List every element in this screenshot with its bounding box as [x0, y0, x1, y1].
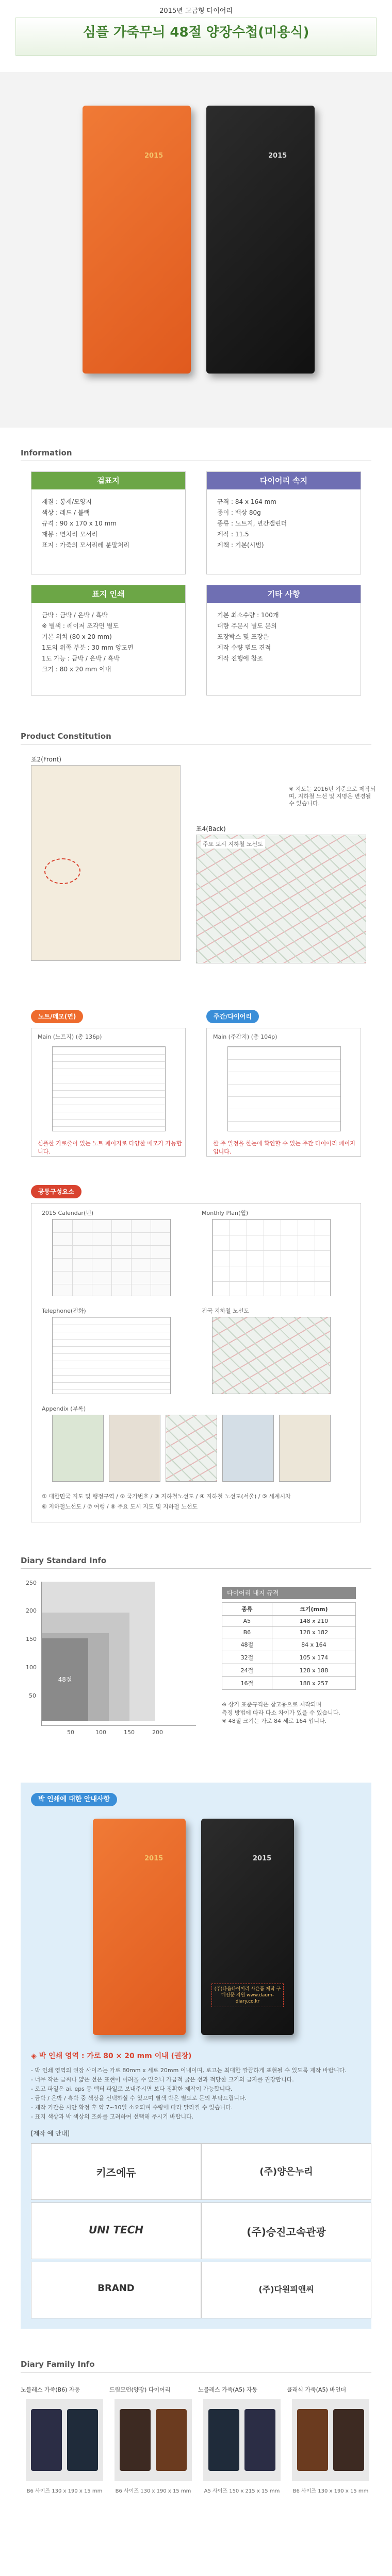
telephone-image — [52, 1317, 171, 1394]
list-item: 포장박스 및 포장은 — [217, 633, 269, 640]
table-cell: 48절 — [222, 1638, 272, 1651]
logo-text: (주)양은누리 — [259, 2166, 313, 2177]
table-header: 종류 — [222, 1603, 272, 1616]
family-item-name: 드림모던(양장) 다이어리 — [109, 2386, 171, 2393]
print-guide-section — [21, 1783, 371, 2329]
x-tick: 200 — [152, 1729, 163, 1736]
diary-cover-left — [297, 2409, 328, 2471]
print-orange-cover — [93, 1819, 186, 2035]
orange-cover — [83, 106, 191, 374]
family-item-size: B6 사이즈 130 x 190 x 15 mm — [292, 2488, 369, 2494]
family-item-photo — [203, 2399, 281, 2481]
family-item[interactable] — [198, 2385, 286, 2504]
back-endpaper-map — [196, 835, 366, 963]
hero-product-photo — [0, 72, 392, 428]
print-black-cover — [201, 1819, 294, 2035]
appendix-image-1 — [52, 1415, 104, 1482]
map-inset-label: 주요 도시 지하철 노선도 — [201, 839, 265, 849]
y-tick: 50 — [29, 1692, 36, 1699]
print-info-title: 표지 인쇄 — [31, 585, 185, 603]
logo-text: (주)승진고속관광 — [247, 2226, 326, 2238]
list-item: 1도 가능 : 금박 / 은박 / 흑박 — [42, 655, 120, 662]
list-item: 기본 최소수량 : 100개 — [217, 612, 279, 619]
size-note-1: ※ 상기 표준규격은 참고용으로 제작되며 — [222, 1701, 322, 1708]
table-cell: B6 — [222, 1627, 272, 1638]
appendix-image-5 — [279, 1415, 331, 1482]
diary-cover-right — [333, 2409, 364, 2471]
common-item-telephone: Telephone(전화) — [42, 1308, 86, 1314]
diary-cover-left — [208, 2409, 239, 2471]
list-item: 제책 : 기본(시범) — [217, 541, 264, 549]
list-item: ※ 별색 : 레이저 조각면 별도 — [42, 622, 119, 630]
guide-line: - 제작 기간은 시안 확정 후 약 7~10일 소요되며 수량에 따라 달라질 수 있습니다. — [31, 2104, 233, 2111]
list-item: 재봉 : 면처리 모서리 — [42, 531, 98, 538]
list-item: 규격 : 84 x 164 mm — [217, 498, 276, 505]
back-label: 표4(Back) — [196, 825, 226, 833]
print-orange-year: 2015 — [144, 1855, 164, 1862]
logo-example-6 — [201, 2262, 371, 2318]
cover-info-title: 겉표지 — [31, 472, 185, 489]
list-item: 대량 주문시 별도 문의 — [217, 622, 277, 630]
x-tick: 100 — [95, 1729, 106, 1736]
logo-example-3 — [31, 2202, 201, 2259]
family-item-name: 노블레스 가죽(A5) 자동 — [198, 2386, 258, 2393]
table-row — [222, 1638, 356, 1651]
table-row — [222, 1664, 356, 1677]
weekly-panel-label: Main (주간지) (총 104p) — [213, 1033, 277, 1040]
list-item: 규격 : 90 x 170 x 10 mm — [42, 520, 117, 527]
guide-line: - 금박 / 은박 / 흑박 중 색상을 선택하실 수 있으며 별색 박은 별도로 문의 부탁드립니다. — [31, 2095, 247, 2102]
common-item-calendar: 2015 Calendar(년) — [42, 1210, 94, 1216]
list-item: 재질 : 봉제/모양지 — [42, 498, 92, 505]
y-tick: 100 — [26, 1664, 37, 1671]
family-item-photo — [115, 2399, 192, 2481]
common-components-panel — [31, 1203, 361, 1522]
family-item-photo — [26, 2399, 103, 2481]
note-spread-image — [52, 1046, 166, 1131]
table-cell: 105 x 174 — [272, 1651, 355, 1664]
map-note: ※ 지도는 2016년 기준으로 제작되며, 지하철 노선 및 지명은 변경될 수 있습니다. — [289, 786, 376, 807]
list-item: 기본 위치 (80 x 20 mm) — [42, 633, 112, 640]
list-item: 금박 : 금박 / 은박 / 흑박 — [42, 612, 108, 619]
note-panel-label: Main (노트지) (총 136p) — [38, 1033, 102, 1040]
black-cover — [206, 106, 315, 374]
guide-line: - 박 인쇄 영역의 권장 사이즈는 가로 80mm x 세로 20mm 이내이며, 로고는 최대한 깔끔하게 표현될 수 있도록 제작 바랍니다. — [31, 2067, 347, 2074]
etc-info-box — [206, 585, 361, 696]
weekly-spread-image — [227, 1046, 341, 1131]
table-cell: 128 x 182 — [272, 1627, 355, 1638]
list-item: 색상 : 레드 / 블랙 — [42, 509, 90, 516]
family-heading: Diary Family Info — [21, 2360, 371, 2372]
print-info-list — [31, 603, 185, 682]
family-item-name: 클래식 가죽(A5) 바인더 — [287, 2386, 347, 2393]
table-cell: 84 x 164 — [272, 1638, 355, 1651]
table-row — [222, 1651, 356, 1664]
example-label: [제작 예 안내] — [31, 2130, 70, 2137]
logo-text: BRAND — [97, 2283, 135, 2294]
logo-text: 키즈에듀 — [96, 2166, 136, 2179]
diary-cover-left — [31, 2409, 62, 2471]
family-item-photo — [292, 2399, 369, 2481]
weekly-panel — [206, 1028, 361, 1157]
calendar-image — [52, 1219, 171, 1296]
family-item-name: 노블레스 가죽(B6) 자동 — [21, 2386, 80, 2393]
appendix-line-1: ① 대한민국 지도 및 행정구역 / ② 국가번호 / ③ 지하철노선도 / ④ 지하철 노선도(서울) / ⑤ 세계시차 — [42, 1493, 291, 1500]
list-item: 크기 : 80 x 20 mm 이내 — [42, 666, 111, 673]
appendix-image-3 — [166, 1415, 217, 1482]
cover-info-box — [31, 471, 186, 574]
print-guide-badge: 박 인쇄에 대한 안내사항 — [31, 1793, 117, 1806]
etc-info-title: 기타 사항 — [207, 585, 361, 603]
inner-info-title: 다이어리 속지 — [207, 472, 361, 489]
x-tick: 150 — [124, 1729, 135, 1736]
list-item: 종류 : 노트지, 년간캘린더 — [217, 520, 287, 527]
common-tag: 공통구성요소 — [31, 1185, 81, 1198]
common-item-appendix: Appendix (부록) — [42, 1405, 86, 1412]
appendix-image-4 — [222, 1415, 274, 1482]
front-endpaper-image — [31, 765, 181, 961]
list-item: 제작 : 11.5 — [217, 531, 249, 538]
size-table-title: 다이어리 내지 규격 — [222, 1587, 356, 1599]
diary-cover-right — [244, 2409, 275, 2471]
appendix-line-2: ⑥ 지하철노선도 / ⑦ 여행 / ⑧ 주요 도시 지도 및 지하철 노선도 — [42, 1503, 198, 1510]
table-row — [222, 1627, 356, 1638]
information-heading: Information — [21, 448, 371, 461]
logo-example-2 — [201, 2143, 371, 2200]
family-item[interactable] — [287, 2385, 374, 2504]
constitution-heading: Product Constitution — [21, 732, 371, 744]
page-title: 심플 가죽무늬 48절 양장수첩(미용식) — [83, 25, 309, 40]
family-item-size: B6 사이즈 130 x 190 x 15 mm — [115, 2488, 191, 2494]
appendix-image-2 — [109, 1415, 160, 1482]
y-tick: 250 — [26, 1580, 37, 1586]
monthly-image — [212, 1219, 331, 1296]
size-note-3: ※ 48절 크기는 가로 84 세로 164 입니다. — [222, 1718, 327, 1724]
note-panel — [31, 1028, 186, 1157]
foil-size-line: ◈ 박 인쇄 영역 : 가로 80 × 20 mm 이내 (권장) — [31, 2052, 192, 2060]
black-cover-year: 2015 — [268, 152, 287, 160]
list-item: 제작 진행에 참조 — [217, 655, 263, 662]
size-rect-48: 48절 — [42, 1638, 88, 1721]
list-item: 표지 : 가죽의 모서리레 분말처리 — [42, 541, 129, 549]
table-cell: 16절 — [222, 1677, 272, 1690]
orange-cover-year: 2015 — [144, 152, 164, 160]
diary-cover-right — [67, 2409, 98, 2471]
size-comparison-diagram — [41, 1582, 196, 1726]
logo-example-4 — [201, 2202, 371, 2259]
guide-line: - 로고 파일은 ai, eps 등 벡터 파일로 보내주시면 보다 정확한 제작이 가능합니다. — [31, 2086, 233, 2092]
family-item-size: A5 사이즈 150 x 215 x 15 mm — [204, 2488, 280, 2494]
y-tick: 150 — [26, 1636, 37, 1642]
list-item: 제작 수량 별도 견적 — [217, 644, 271, 651]
logo-example-1 — [31, 2143, 201, 2200]
common-item-monthly: Monthly Plan(월) — [202, 1210, 249, 1216]
table-cell: A5 — [222, 1616, 272, 1627]
list-item: 종이 : 백상 80g — [217, 509, 261, 516]
logo-text: UNI TECH — [88, 2224, 144, 2236]
weekly-caption: 한 주 일정을 한눈에 확인할 수 있는 주간 다이어리 페이지입니다. — [213, 1140, 355, 1155]
family-item[interactable] — [21, 2385, 108, 2504]
size-note-2: 측정 방법에 따라 다소 차이가 있을 수 있습니다. — [222, 1709, 340, 1716]
table-cell: 128 x 188 — [272, 1664, 355, 1677]
print-info-box — [31, 585, 186, 696]
inner-info-box — [206, 471, 361, 574]
table-header: 크기(mm) — [272, 1603, 355, 1616]
table-header-row — [222, 1603, 356, 1616]
logo-example-5 — [31, 2262, 201, 2318]
table-row — [222, 1616, 356, 1627]
diary-cover-left — [120, 2409, 151, 2471]
etc-info-list — [207, 603, 361, 671]
y-tick: 200 — [26, 1607, 37, 1614]
weekly-tag: 주간/다이어리 — [206, 1010, 259, 1023]
x-tick: 50 — [67, 1729, 74, 1736]
subway-image — [212, 1317, 331, 1394]
common-item-subway: 전국 지하철 노선도 — [202, 1308, 250, 1314]
inner-info-list — [207, 489, 361, 558]
guide-line: - 너무 작은 글씨나 얇은 선은 표현이 어려울 수 있으니 가급적 굵은 선과 적당한 크기의 글자를 권장합니다. — [31, 2076, 294, 2083]
family-item-size: B6 사이즈 130 x 190 x 15 mm — [26, 2488, 103, 2494]
diary-size-heading: Diary Standard Info — [21, 1556, 371, 1569]
table-cell: 188 x 257 — [272, 1677, 355, 1690]
table-cell: 32절 — [222, 1651, 272, 1664]
table-cell: 148 x 210 — [272, 1616, 355, 1627]
list-item: 1도의 위쪽 부분 : 30 mm 양도면 — [42, 644, 134, 651]
logo-text: (주)다원피앤씨 — [258, 2284, 314, 2294]
diary-cover-right — [156, 2409, 187, 2471]
cover-info-list — [31, 489, 185, 558]
print-black-year: 2015 — [253, 1855, 272, 1862]
highlight-circle — [44, 858, 80, 884]
foil-print-area: (주)다음다이어리 사은품 제작 구매전문 지원 www.daum-diary.co.kr — [211, 1984, 284, 2007]
size-table — [222, 1602, 356, 1690]
table-row — [222, 1677, 356, 1690]
front-label: 표2(Front) — [31, 756, 61, 763]
guide-line: - 표지 색상과 박 색상의 조화를 고려하여 선택해 주시기 바랍니다. — [31, 2113, 194, 2120]
note-caption: 심플한 가로줄이 있는 노트 페이지로 다양한 메모가 가능합니다. — [38, 1140, 182, 1155]
table-cell: 24절 — [222, 1664, 272, 1677]
page-subtitle: 2015년 고급형 다이어리 — [159, 7, 233, 15]
family-item[interactable] — [109, 2385, 197, 2504]
note-tag: 노트/메모(면) — [31, 1010, 83, 1023]
